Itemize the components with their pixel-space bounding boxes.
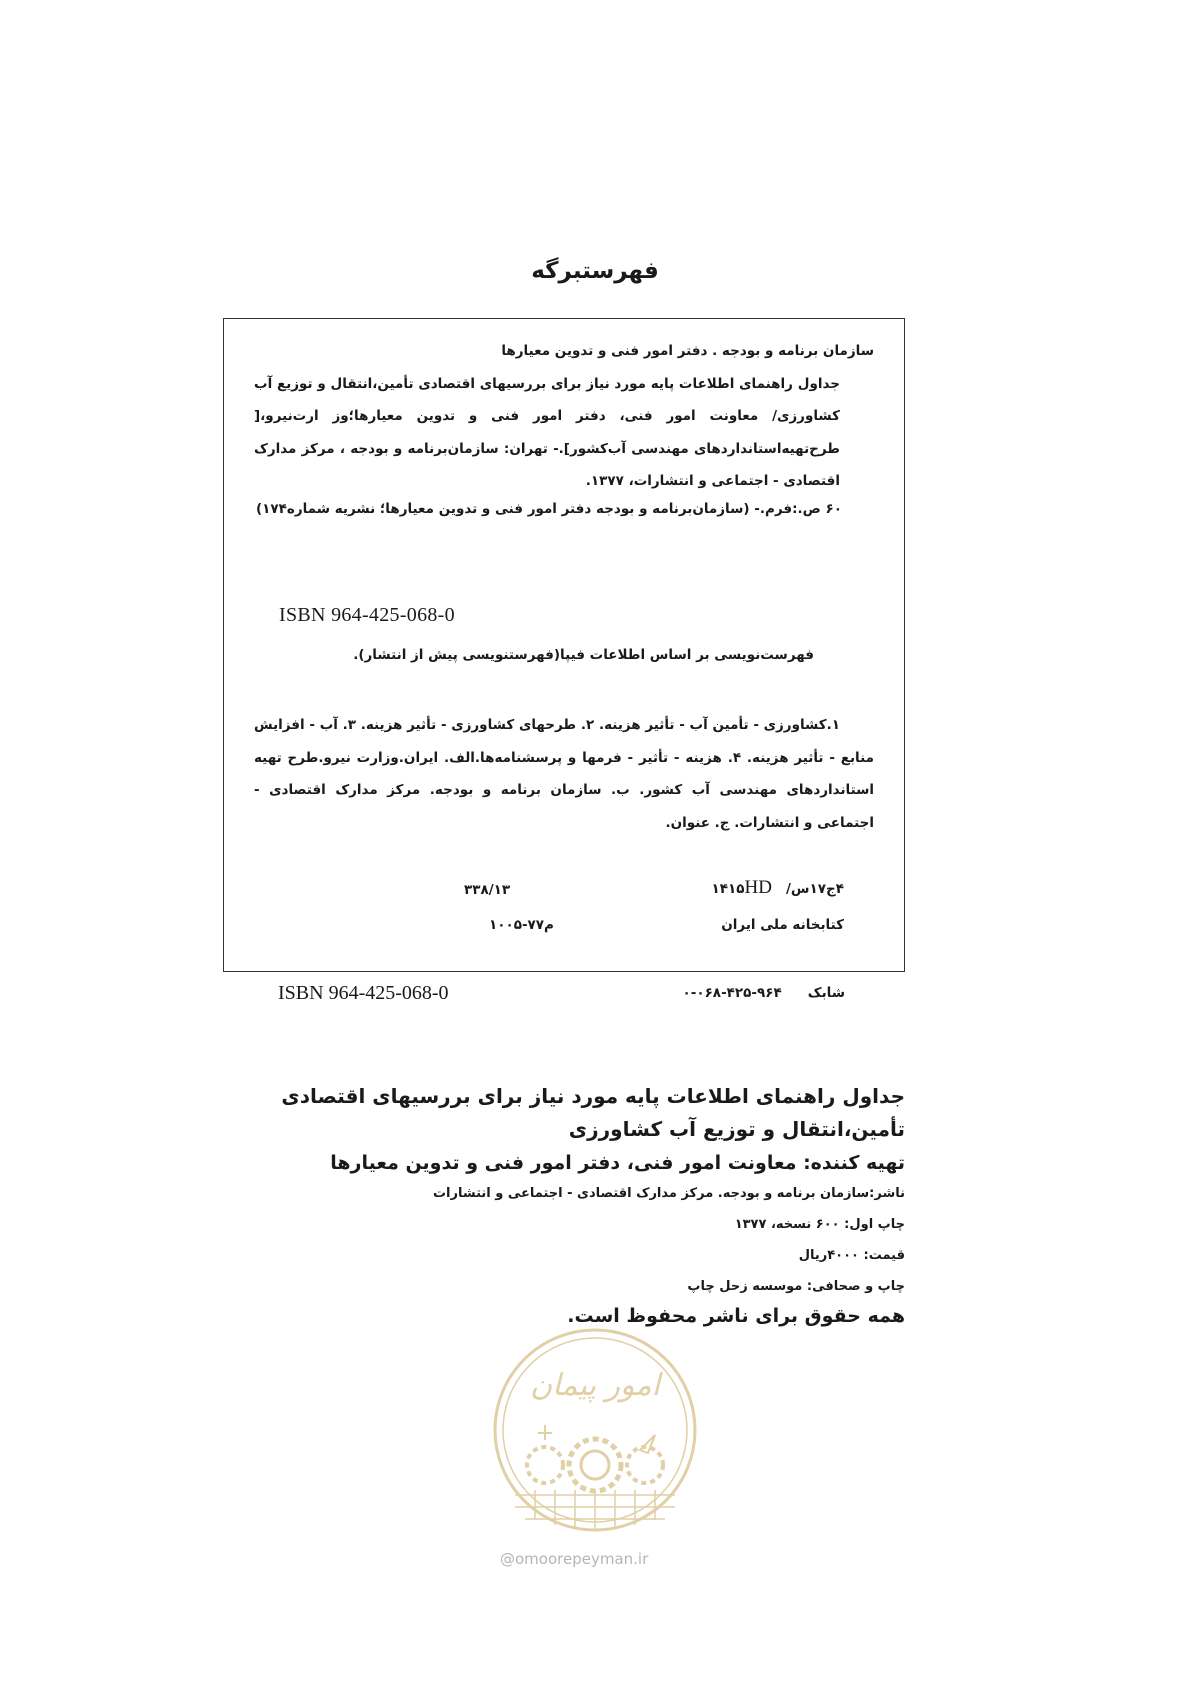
isbn-latin: ISBN 964-425-068-0 — [278, 982, 449, 1004]
cip-isbn: ISBN 964-425-068-0 — [279, 604, 455, 626]
watermark-seal-logo — [490, 1325, 700, 1535]
cip-main-entry: سازمان برنامه و بودجه . دفتر امور فنی و تدوین معیارها — [501, 343, 874, 359]
cip-call-number — [712, 877, 844, 899]
isbn-persian-label: شابک — [807, 985, 845, 1001]
cip-main-entry-block — [254, 335, 874, 498]
cip-title-statement: جداول راهنمای اطلاعات پایه مورد نیاز برای بررسیهای اقتصادی تأمین،انتقال و توزیع آب کشاورزی/ معاونت امور فنی، دفتر امور فنی و تدوین معیارها؛وز ارت‌نیرو،[ طرح‌تهیه‌استانداردهای مهندسی آب‌کشور].- تهران: سازمان‌برنامه و بودجه ، مرکز مدارک اقتصادی - اجتماعی و انتشارات، ۱۳۷۷. — [254, 375, 840, 489]
cip-call-number-persian: ۴ج۱۷س/۱۴۱۵ — [711, 881, 844, 897]
cip-national-library-label: کتابخانه ملی ایران — [721, 917, 844, 933]
cip-national-library-number: ۱۰۰۵-۷۷م — [489, 917, 554, 933]
book-title: جداول راهنمای اطلاعات پایه مورد نیاز برای بررسیهای اقتصادی تأمین،انتقال و توزیع آب کشاورزی — [281, 1084, 905, 1141]
cip-subjects: ۱.کشاورزی - تأمین آب - تأثیر هزینه. ۲. طرحهای کشاورزی - تأثیر هزینه. ۳. آب - افزایش منابع - تأثیر هزینه. ۴. هزینه - تأثیر - فرمها و پرسشنامه‌ها.الف. ایران.وزارت نیرو.طرح تهیه استانداردهای مهندسی آب کشور. ب. سازمان برنامه و بودجه. مرکز مدارک اقتصادی - اجتماعی و انتشارات. ج. عنوان. — [254, 717, 874, 831]
cip-physical-description: ۶۰ ص.:فرم.- (سازمان‌برنامه و بودجه دفتر امور فنی و تدوین معیارها؛ نشریه شماره۱۷۴) — [255, 501, 842, 517]
isbn-persian-number: ۹۶۴-۴۲۵-۰۶۸-۰ — [682, 985, 782, 1001]
page-heading: فهرستبرگه — [531, 258, 659, 284]
book-printing: چاپ و صحافی: موسسه زحل چاپ — [687, 1279, 905, 1294]
cip-call-number-hd: HD — [744, 877, 772, 898]
isbn-persian — [682, 985, 845, 1001]
book-publisher: ناشر:سازمان برنامه و بودجه. مرکز مدارک اقتصادی - اجتماعی و انتشارات — [432, 1186, 905, 1201]
book-rights: همه حقوق برای ناشر محفوظ است. — [567, 1305, 905, 1327]
cataloging-record-box — [223, 318, 905, 972]
watermark-site-url: @omoorepeyman.ir — [500, 1550, 649, 1568]
seal-text: امور پیمان — [530, 1368, 660, 1403]
cip-dewey-number: ۳۳۸/۱۳ — [464, 882, 511, 898]
cip-fipa-note: فهرست‌نویسی بر اساس اطلاعات فیپا(فهرستنویسی پیش از انتشار). — [353, 647, 814, 663]
book-details — [215, 1080, 905, 1330]
book-prepared-by: تهیه کننده: معاونت امور فنی، دفتر امور فنی و تدوین معیارها — [330, 1152, 905, 1174]
book-edition: چاپ اول: ۶۰۰ نسخه، ۱۳۷۷ — [734, 1217, 905, 1232]
book-price: قیمت: ۴۰۰۰ریال — [798, 1248, 905, 1263]
